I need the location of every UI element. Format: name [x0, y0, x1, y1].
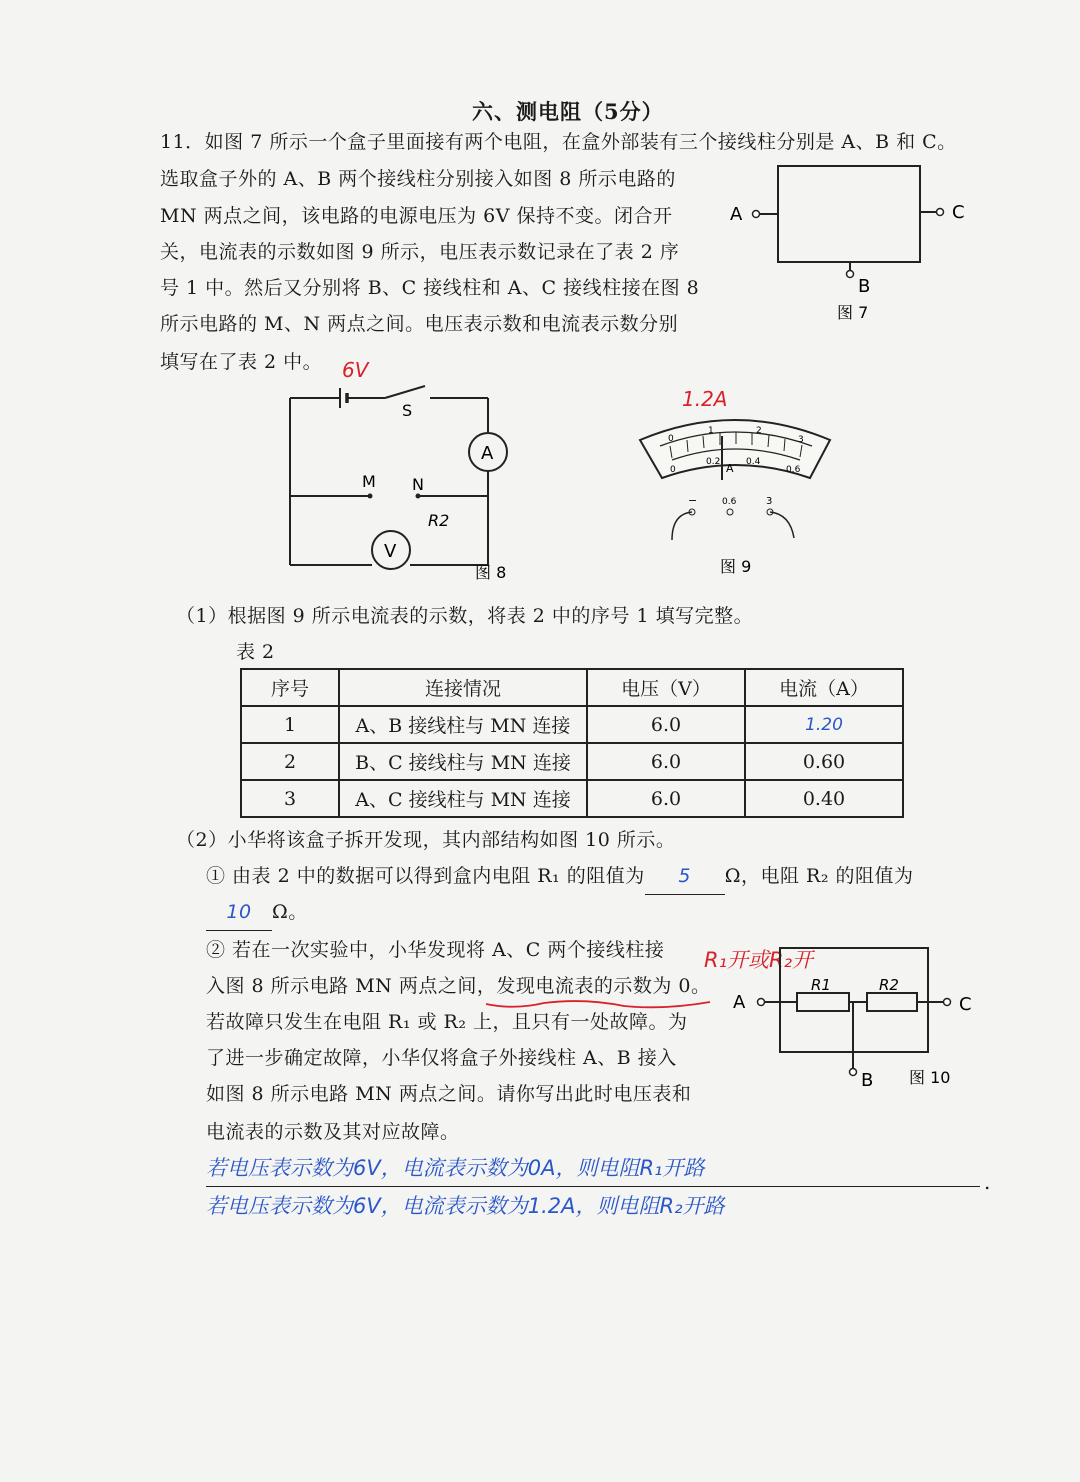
period-mark: .	[984, 1170, 991, 1194]
fig9-bottom-02: 0.2	[706, 457, 721, 467]
fig9-unit: A	[726, 462, 734, 475]
fig9-top-3: 3	[798, 435, 804, 445]
fig8-label-n: N	[412, 475, 424, 494]
fig7-terminal-c: C	[952, 202, 965, 223]
th-index: 序号	[241, 669, 339, 706]
cell-connection: B、C 接线柱与 MN 连接	[339, 743, 587, 780]
q2-sub1-prefix: ① 由表 2 中的数据可以得到盒内电阻 R₁ 的阻值为	[206, 865, 645, 887]
fig10-label-b: B	[861, 1070, 874, 1091]
figure-9	[630, 380, 840, 580]
fig9-term-3: 3	[766, 496, 773, 507]
cell-voltage: 6.0	[587, 780, 745, 817]
intro-line-5: 号 1 中。然后又分别将 B、C 接线柱和 A、C 接线柱接在图 8	[160, 277, 700, 299]
table-2	[240, 668, 904, 818]
cell-index: 3	[241, 780, 339, 817]
section-title: 六、测电阻（5分）	[472, 99, 664, 124]
q1-text: （1）根据图 9 所示电流表的示数，将表 2 中的序号 1 填写完整。	[176, 605, 754, 627]
cell-connection: A、B 接线柱与 MN 连接	[339, 706, 587, 743]
intro-line-1: 11．如图 7 所示一个盒子里面接有两个电阻，在盒外部装有三个接线柱分别是 A、B 和 C。	[160, 131, 957, 153]
q2-sub2-line-3: 若故障只发生在电阻 R₁ 或 R₂ 上，且只有一处故障。为	[206, 1011, 688, 1033]
fig8-caption: 图 8	[475, 563, 507, 582]
table-row	[241, 780, 903, 817]
cell-voltage: 6.0	[587, 706, 745, 743]
fig9-caption: 图 9	[720, 557, 752, 576]
q2-sub2-line-4: 了进一步确定故障，小华仅将盒子外接线柱 A、B 接入	[206, 1047, 677, 1069]
fig9-bottom-06: 0.6	[786, 465, 801, 475]
answer-line-1: 若电压表示数为6V，电流表示数为0A，则电阻R₁开路	[206, 1156, 705, 1180]
intro-line-7: 填写在了表 2 中。	[160, 351, 323, 373]
cell-index: 2	[241, 743, 339, 780]
fig8-label-v: V	[384, 541, 397, 562]
figure-10	[725, 940, 985, 1100]
q2-text: （2）小华将该盒子拆开发现，其内部结构如图 10 所示。	[176, 829, 676, 851]
th-connection: 连接情况	[339, 669, 587, 706]
figure-8	[270, 350, 520, 585]
cell-current: 0.40	[745, 780, 903, 817]
table-row	[241, 743, 903, 780]
fig10-caption: 图 10	[909, 1068, 951, 1087]
fig7-terminal-b: B	[858, 276, 871, 297]
table-row	[241, 706, 903, 743]
q2-sub1-line	[206, 858, 913, 895]
answer-r2-blank[interactable]: 10	[206, 894, 272, 931]
q2-sub2-line-6: 电流表的示数及其对应故障。	[206, 1121, 460, 1143]
cell-current: 0.60	[745, 743, 903, 780]
fig10-label-a: A	[733, 992, 746, 1013]
q2-sub1-suffix: Ω。	[272, 901, 308, 923]
fig9-bottom-04: 0.4	[746, 457, 761, 467]
fig8-label-m: M	[362, 472, 376, 491]
handwritten-fault-note: R₁开或R₂开	[704, 948, 814, 972]
fig9-term-06: 0.6	[722, 497, 737, 507]
fig8-handwritten-6v: 6V	[342, 358, 369, 382]
table2-caption: 表 2	[236, 641, 275, 663]
fig9-term-neg: −	[688, 494, 698, 507]
answer-line-2: 若电压表示数为6V，电流表示数为1.2A，则电阻R₂开路	[206, 1194, 725, 1218]
fig8-label-s: S	[402, 401, 413, 420]
fig9-top-1: 1	[708, 426, 714, 436]
fig10-label-r1: R1	[811, 976, 831, 994]
th-voltage: 电压（V）	[587, 669, 745, 706]
answer-underline	[206, 1186, 980, 1187]
fig8-label-r2: R2	[428, 511, 450, 530]
fig9-top-0: 0	[668, 434, 674, 444]
q2-sub1-mid: Ω，电阻 R₂ 的阻值为	[724, 865, 914, 887]
answer-r1-blank[interactable]: 5	[645, 858, 725, 895]
cell-voltage: 6.0	[587, 743, 745, 780]
q2-sub1-line-2	[206, 894, 308, 931]
intro-line-4: 关，电流表的示数如图 9 所示，电压表示数记录在了表 2 序	[160, 241, 680, 263]
fig10-label-r2: R2	[879, 976, 899, 994]
table-header-row	[241, 669, 903, 706]
fig9-top-2: 2	[756, 426, 762, 436]
fig10-label-c: C	[959, 994, 972, 1015]
intro-line-2: 选取盒子外的 A、B 两个接线柱分别接入如图 8 所示电路的	[160, 168, 676, 190]
fig9-handwritten-reading: 1.2A	[682, 387, 728, 411]
th-current: 电流（A）	[745, 669, 903, 706]
cell-current-handwritten: 1.20	[745, 706, 903, 743]
q2-sub2-line-2: 入图 8 所示电路 MN 两点之间，发现电流表的示数为 0。	[206, 975, 711, 997]
q2-sub2-line-1: ② 若在一次实验中，小华发现将 A、C 两个接线柱接	[206, 939, 665, 961]
fig7-caption: 图 7	[837, 303, 869, 322]
figure-7	[720, 160, 980, 330]
fig8-label-a: A	[481, 443, 494, 464]
intro-line-6: 所示电路的 M、N 两点之间。电压表示数和电流表示数分别	[160, 313, 679, 335]
fig9-bottom-0: 0	[670, 465, 676, 475]
intro-line-3: MN 两点之间，该电路的电源电压为 6V 保持不变。闭合开	[160, 205, 673, 227]
cell-connection: A、C 接线柱与 MN 连接	[339, 780, 587, 817]
cell-index: 1	[241, 706, 339, 743]
q2-sub2-line-5: 如图 8 所示电路 MN 两点之间。请你写出此时电压表和	[206, 1083, 692, 1105]
fig7-terminal-a: A	[730, 204, 743, 225]
